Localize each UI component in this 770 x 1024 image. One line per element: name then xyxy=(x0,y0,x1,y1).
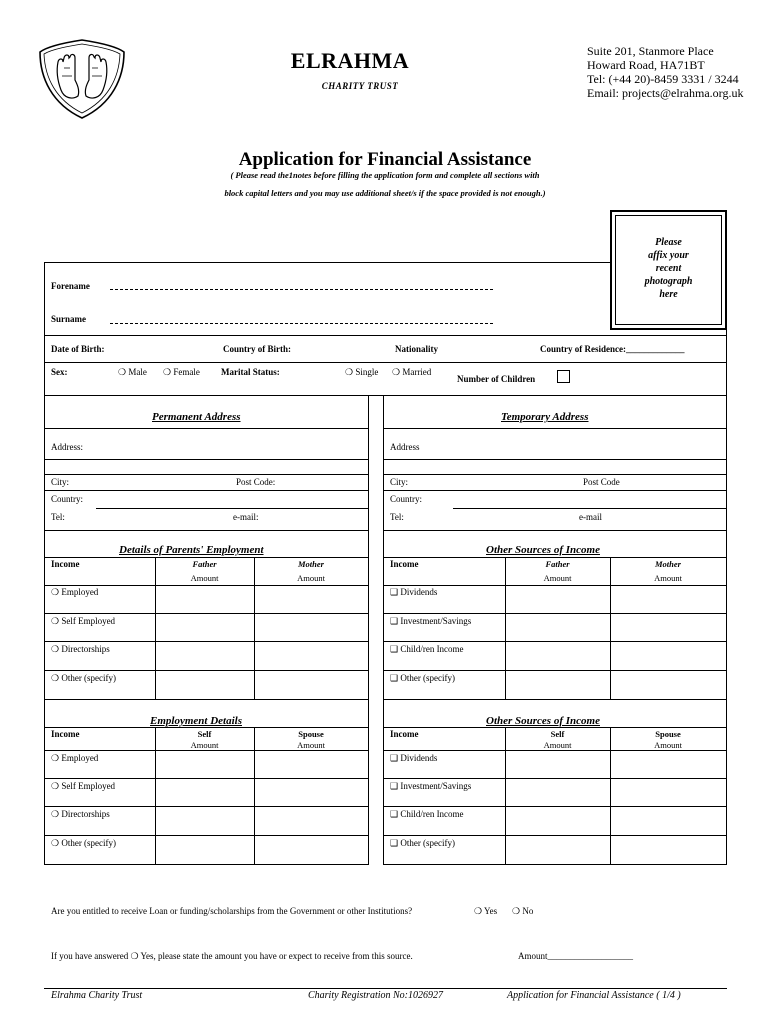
oi2-bottom xyxy=(383,864,726,865)
single-radio[interactable]: ❍ Single xyxy=(345,367,379,377)
dob-label[interactable]: Date of Birth: xyxy=(51,344,105,354)
ed-left xyxy=(44,700,45,865)
oi1-bottom xyxy=(383,699,726,700)
oi2-left xyxy=(383,700,384,865)
contact-email: Email: projects@elrahma.org.uk xyxy=(587,86,744,100)
oi1-col-father: Father xyxy=(545,559,570,569)
ed-row-other[interactable]: ❍ Other (specify) xyxy=(51,838,117,848)
pe-sub-mother: Amount xyxy=(297,573,325,583)
contact-address-2: Howard Road, HA71BT xyxy=(587,58,705,72)
oi2-row-line-1 xyxy=(383,750,726,751)
footer-page: Application for Financial Assistance ( 1/4 ) xyxy=(507,990,681,1001)
children-checkbox[interactable] xyxy=(557,370,570,383)
oi2-col-spouse: Spouse xyxy=(655,729,681,739)
temp-city-label[interactable]: City: xyxy=(390,477,409,487)
ed-col-income: Income xyxy=(51,729,80,739)
photo-text-2: affix your xyxy=(648,250,689,261)
oi1-row-line-3 xyxy=(383,641,726,642)
photo-text-4: photograph xyxy=(644,276,693,287)
form-instruction-2: block capital letters and you may use additional sheet/s if the space provided is not enough.) xyxy=(224,188,546,198)
temp-country-line xyxy=(453,508,726,509)
form-title: Application for Financial Assistance xyxy=(238,149,532,170)
photo-text-1: Please xyxy=(655,237,682,248)
oi1-sub-mother: Amount xyxy=(654,573,682,583)
photo-box[interactable] xyxy=(610,210,727,330)
ed-row-line-2 xyxy=(44,778,368,779)
ed-row-self-employed[interactable]: ❍ Self Employed xyxy=(51,781,116,791)
oi1-sub-father: Amount xyxy=(543,573,572,583)
frame-right xyxy=(726,330,727,396)
contact-address-1: Suite 201, Stanmore Place xyxy=(587,44,714,58)
pe-col-father: Father xyxy=(192,559,217,569)
oi2-sub-self: Amount xyxy=(543,740,572,750)
frame-line-1 xyxy=(44,335,727,336)
ed-col-spouse: Spouse xyxy=(298,729,324,739)
pe-row-line-4 xyxy=(44,670,368,671)
photo-instructions xyxy=(612,236,725,301)
oi2-row-children[interactable]: ❑ Child/ren Income xyxy=(390,809,464,819)
org-name: ELRAHMA xyxy=(290,48,410,73)
temp-postcode-label[interactable]: Post Code xyxy=(583,477,620,487)
temp-bottom xyxy=(383,530,726,531)
form-instruction-1: ( Please read the1notes before filling the application form and complete all sections with xyxy=(230,170,540,180)
photo-text-3: recent xyxy=(655,263,682,274)
oi2-col-income: Income xyxy=(390,729,419,739)
ed-row-line-1 xyxy=(44,750,368,751)
sex-label: Sex: xyxy=(51,367,68,377)
pe-row-line-1 xyxy=(44,585,368,586)
surname-field[interactable] xyxy=(110,323,493,324)
pe-row-self-employed[interactable]: ❍ Self Employed xyxy=(51,616,116,626)
contact-block xyxy=(587,44,743,100)
footer-org: Elrahma Charity Trust xyxy=(51,990,143,1001)
frame-left xyxy=(44,262,45,396)
frame-top xyxy=(44,262,610,263)
amount-field[interactable]: Amount___________________ xyxy=(518,951,634,961)
temp-line-2 xyxy=(383,459,726,460)
question-amount: If you have answered ❍ Yes, please state the amount you have or expect to receive from this source. xyxy=(51,951,413,961)
oi1-row-investment[interactable]: ❑ Investment/Savings xyxy=(390,616,472,626)
perm-postcode-label[interactable]: Post Code: xyxy=(236,477,276,487)
perm-right-border xyxy=(368,396,369,531)
contact-tel: Tel: (+44 20)-8459 3331 / 3244 xyxy=(587,72,739,86)
surname-label: Surname xyxy=(51,314,87,324)
employment-details-title: Employment Details xyxy=(150,715,242,727)
oi2-row-line-2 xyxy=(383,778,726,779)
permanent-address-title: Permanent Address xyxy=(152,411,241,423)
frame-line-2 xyxy=(44,362,727,363)
oi2-sub-spouse: Amount xyxy=(654,740,682,750)
ed-row-employed[interactable]: ❍ Employed xyxy=(51,753,99,763)
temp-line-4 xyxy=(383,490,726,491)
perm-email-label[interactable]: e-mail: xyxy=(233,512,259,522)
funding-yes-radio[interactable]: ❍ Yes xyxy=(474,906,498,916)
oi1-row-line-1 xyxy=(383,585,726,586)
funding-no-radio[interactable]: ❍ No xyxy=(512,906,534,916)
org-subtitle: CHARITY TRUST xyxy=(321,81,399,91)
perm-line-3 xyxy=(44,474,368,475)
male-radio[interactable]: ❍ Male xyxy=(118,367,147,377)
marital-label: Marital Status: xyxy=(221,367,280,377)
ed-sub-spouse: Amount xyxy=(297,740,325,750)
forename-field[interactable] xyxy=(110,289,493,290)
pe-row-other[interactable]: ❍ Other (specify) xyxy=(51,673,117,683)
oi2-row-dividends[interactable]: ❑ Dividends xyxy=(390,753,438,763)
oi2-row-line-4 xyxy=(383,835,726,836)
perm-country-label[interactable]: Country: xyxy=(51,494,84,504)
temp-line-3 xyxy=(383,474,726,475)
perm-line-1 xyxy=(44,428,368,429)
other-income-1-title: Other Sources of Income xyxy=(486,544,600,556)
pe-row-employed[interactable]: ❍ Employed xyxy=(51,587,99,597)
pe-bottom xyxy=(44,699,368,700)
perm-line-4 xyxy=(44,490,368,491)
temp-right-border xyxy=(726,396,727,531)
oi1-col-mother: Mother xyxy=(655,559,681,569)
other-income-2-title: Other Sources of Income xyxy=(486,715,600,727)
perm-tel-label[interactable]: Tel: xyxy=(51,512,65,522)
residence-label[interactable]: Country of Residence:_____________ xyxy=(540,344,685,354)
ed-sub-self: Amount xyxy=(190,740,219,750)
oi2-row-other[interactable]: ❑ Other (specify) xyxy=(390,838,456,848)
temp-country-label[interactable]: Country: xyxy=(390,494,423,504)
footer-rule xyxy=(44,988,727,989)
temp-tel-label[interactable]: Tel: xyxy=(390,512,404,522)
oi1-col-income: Income xyxy=(390,559,419,569)
logo-emblem xyxy=(34,38,130,120)
children-label: Number of Children xyxy=(457,374,536,384)
pe-col-mother: Mother xyxy=(298,559,324,569)
ed-row-line-3 xyxy=(44,806,368,807)
ed-right xyxy=(368,700,369,865)
perm-bottom xyxy=(44,530,368,531)
parents-employment-title: Details of Parents' Employment xyxy=(119,544,264,556)
pe-row-line-3 xyxy=(44,641,368,642)
pe-row-directorships[interactable]: ❍ Directorships xyxy=(51,644,110,654)
oi1-row-other[interactable]: ❑ Other (specify) xyxy=(390,673,456,683)
perm-left-border xyxy=(44,396,45,531)
oi2-head-line xyxy=(383,727,726,728)
nationality-label[interactable]: Nationality xyxy=(395,344,439,354)
female-radio[interactable]: ❍ Female xyxy=(163,367,200,377)
question-funding: Are you entitled to receive Loan or funding/scholarships from the Government or other Institutions? xyxy=(51,906,413,916)
ed-row-directorships[interactable]: ❍ Directorships xyxy=(51,809,110,819)
pe-sub-father: Amount xyxy=(190,573,219,583)
oi2-right xyxy=(726,700,727,865)
oi1-head-line xyxy=(383,557,726,558)
oi1-row-line-4 xyxy=(383,670,726,671)
pe-row-line-2 xyxy=(44,613,368,614)
oi1-row-line-2 xyxy=(383,613,726,614)
perm-line-2 xyxy=(44,459,368,460)
temp-left-border xyxy=(383,396,384,531)
pe-head-line xyxy=(44,557,368,558)
temporary-address-title: Temporary Address xyxy=(501,411,589,423)
oi2-row-investment[interactable]: ❑ Investment/Savings xyxy=(390,781,472,791)
married-radio[interactable]: ❍ Married xyxy=(392,367,432,377)
temp-address-label[interactable]: Address xyxy=(390,442,420,452)
frame-bottom xyxy=(44,395,727,396)
pe-right xyxy=(368,531,369,700)
cob-label[interactable]: Country of Birth: xyxy=(223,344,291,354)
ed-col-self: Self xyxy=(197,729,212,739)
ed-bottom xyxy=(44,864,368,865)
footer-registration: Charity Registration No:1026927 xyxy=(308,990,443,1001)
oi2-row-line-3 xyxy=(383,806,726,807)
photo-text-5: here xyxy=(659,289,678,300)
forename-label: Forename xyxy=(51,281,90,291)
oi1-right xyxy=(726,531,727,700)
oi2-col-self: Self xyxy=(550,729,565,739)
perm-city-label[interactable]: City: xyxy=(51,477,70,487)
ed-row-line-4 xyxy=(44,835,368,836)
temp-email-label[interactable]: e-mail xyxy=(579,512,602,522)
oi1-row-children[interactable]: ❑ Child/ren Income xyxy=(390,644,464,654)
ed-head-line xyxy=(44,727,368,728)
perm-country-line xyxy=(96,508,368,509)
perm-address-label[interactable]: Address: xyxy=(51,442,83,452)
temp-line-1 xyxy=(383,428,726,429)
oi1-row-dividends[interactable]: ❑ Dividends xyxy=(390,587,438,597)
pe-col-income: Income xyxy=(51,559,80,569)
